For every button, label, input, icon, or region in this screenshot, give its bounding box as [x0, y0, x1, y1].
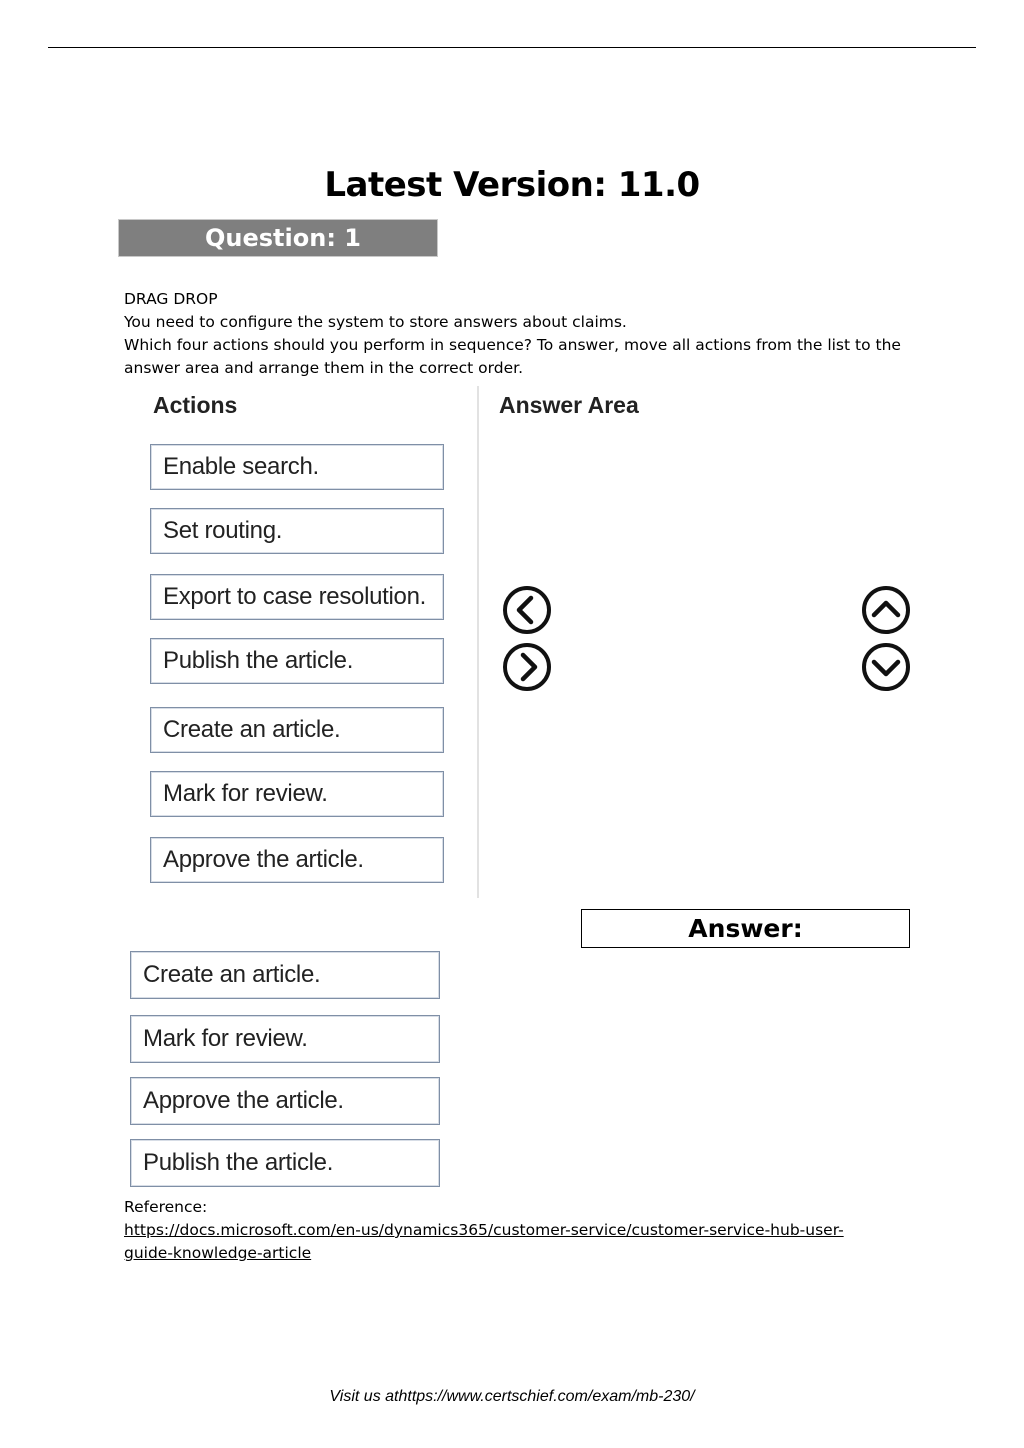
action-item[interactable]: Set routing.: [150, 508, 444, 554]
action-item[interactable]: Approve the article.: [150, 837, 444, 883]
exhibit-divider: [477, 386, 479, 898]
question-type: DRAG DROP: [124, 290, 218, 308]
answer-area-heading: Answer Area: [499, 392, 639, 418]
actions-heading: Actions: [153, 392, 238, 418]
version-title: Latest Version: 11.0: [324, 165, 700, 205]
question-line-2: Which four actions should you perform in sequence? To answer, move all actions from the list to the: [124, 336, 901, 354]
action-item[interactable]: Publish the article.: [150, 638, 444, 684]
question-line-1: You need to configure the system to store answers about claims.: [124, 313, 627, 331]
question-number: Question: 1: [205, 224, 361, 252]
answer-item: Mark for review.: [130, 1015, 440, 1063]
chevron-down-circle-icon[interactable]: [861, 642, 911, 692]
action-item[interactable]: Export to case resolution.: [150, 574, 444, 620]
reference-link-line-1[interactable]: https://docs.microsoft.com/en-us/dynamics365/customer-service/customer-service-hub-user-: [124, 1221, 844, 1239]
action-item[interactable]: Enable search.: [150, 444, 444, 490]
chevron-left-circle-icon[interactable]: [502, 585, 552, 635]
answer-item: Create an article.: [130, 951, 440, 999]
footer-text: Visit us athttps://www.certschief.com/exam/mb-230/: [329, 1388, 695, 1405]
chevron-up-circle-icon[interactable]: [861, 585, 911, 635]
reference-link-line-2[interactable]: guide-knowledge-article: [124, 1244, 312, 1262]
reference-label: Reference:: [124, 1198, 208, 1216]
answer-item: Publish the article.: [130, 1139, 440, 1187]
question-banner: [118, 219, 438, 257]
header-rule: [48, 47, 976, 48]
question-text: [124, 288, 914, 380]
answer-item: Approve the article.: [130, 1077, 440, 1125]
answer-label: Answer:: [581, 909, 910, 948]
reference: [124, 1196, 924, 1265]
action-item[interactable]: Mark for review.: [150, 771, 444, 817]
question-line-3: answer area and arrange them in the correct order.: [124, 359, 524, 377]
chevron-right-circle-icon[interactable]: [502, 642, 552, 692]
action-item[interactable]: Create an article.: [150, 707, 444, 753]
